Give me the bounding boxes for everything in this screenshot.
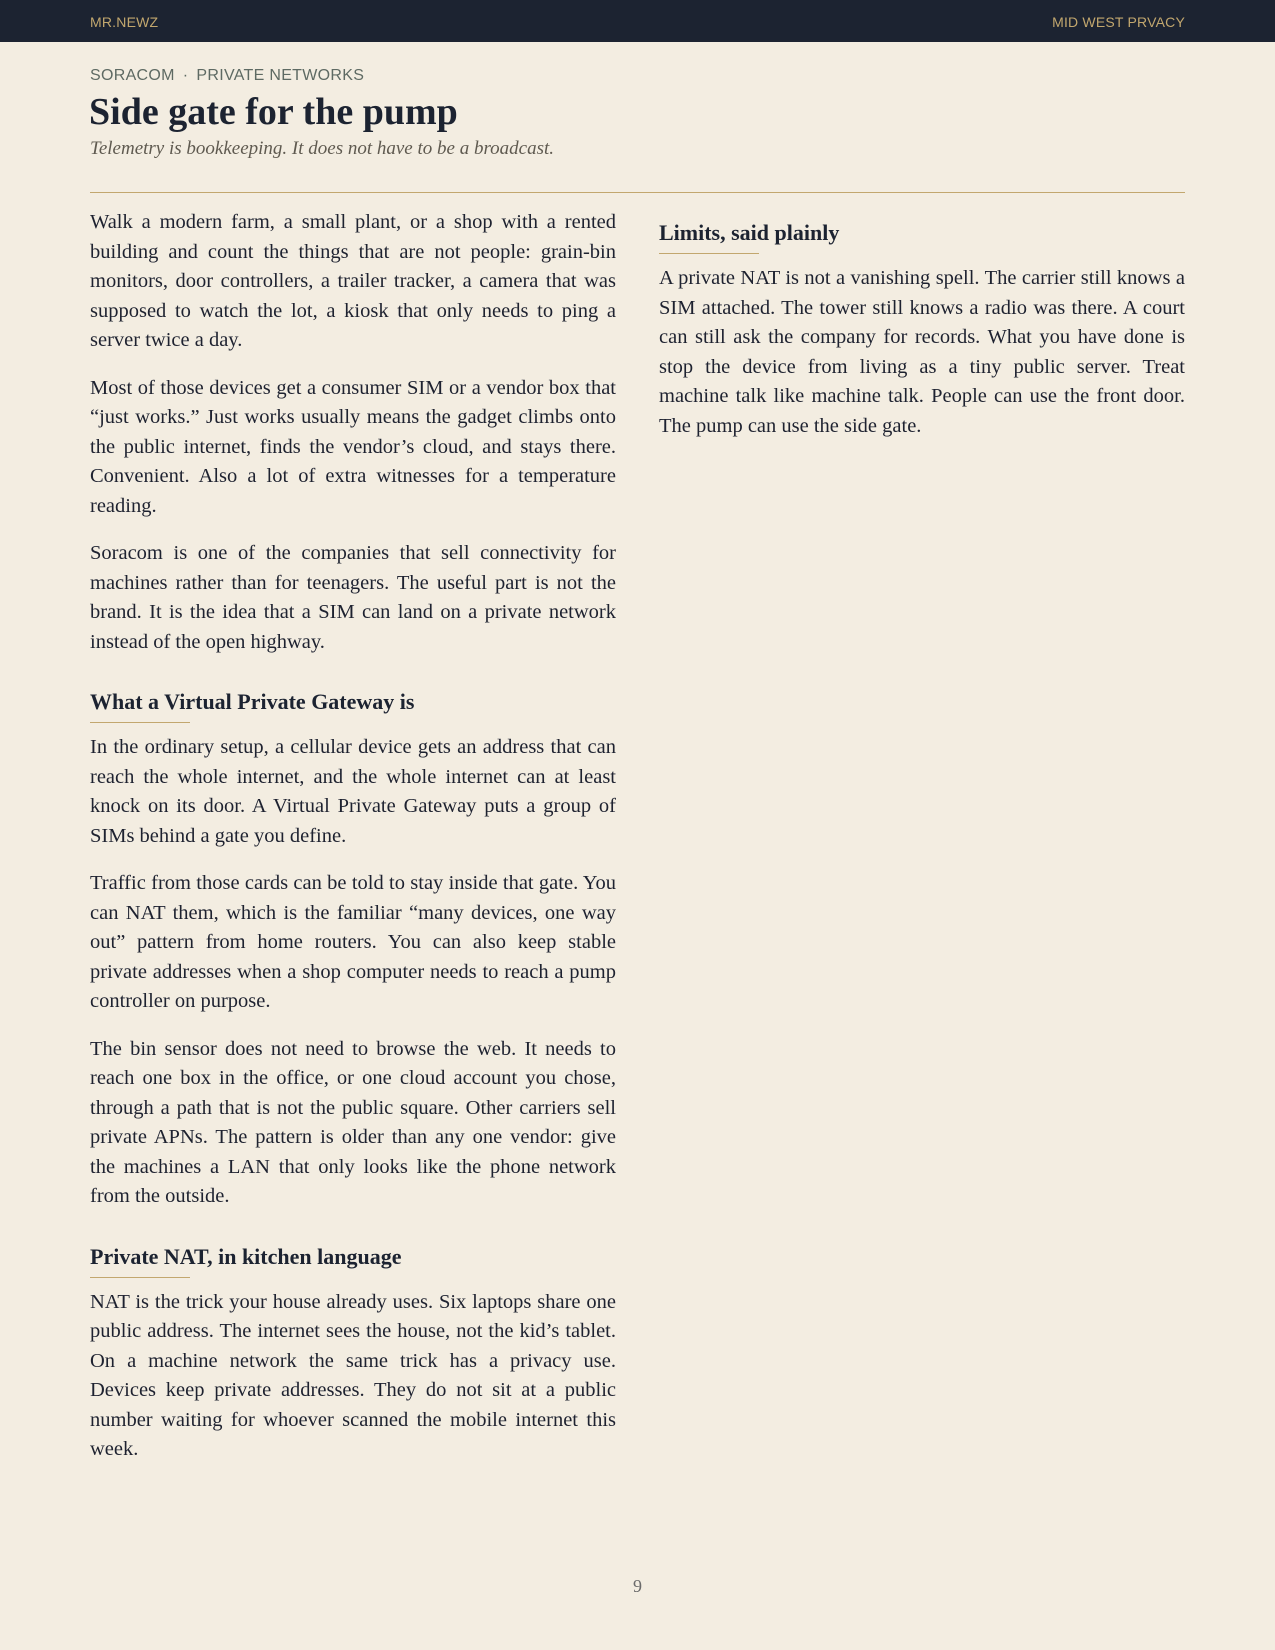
- paragraph: NAT is the trick your house already uses. Six laptops share one public address. The internet sees the house, not the kid’s tablet. On a machine network the same trick has a privacy use. Devices keep private addresses. They do not sit at a public number waiting for whoever scanned the mobile internet this week.: [90, 1290, 616, 1460]
- heading-underline: [659, 253, 759, 254]
- section-heading-gateway: What a Virtual Private Gateway is: [90, 689, 415, 714]
- kicker-topic: SORACOM: [90, 67, 175, 84]
- heading-underline: [90, 722, 190, 723]
- paragraph: A private NAT is not a vanishing spell. The carrier still knows a SIM attached. The tower still knows a radio was there. A court can still ask the company for records. What you have done is stop the device from living as a tiny public server. Treat machine talk like machine talk. People can use the front door. The pump can use the side gate.: [659, 267, 1185, 437]
- section-label[interactable]: MID WEST PRVACY: [1052, 14, 1185, 30]
- kicker-separator: ·: [182, 67, 189, 84]
- heading-underline: [90, 1277, 190, 1278]
- paragraph: Walk a modern farm, a small plant, or a shop with a rented building and count the things that are not people: grain-bin monitors, door controllers, a trailer tracker, a camera that was supposed to watch the lot, a kiosk that only needs to ping a server twice a day.: [90, 211, 616, 351]
- paragraph: Most of those devices get a consumer SIM or a vendor box that “just works.” Just works usually means the gadget climbs onto the public internet, finds the vendor’s cloud, and stays there. Convenient. Also a lot of extra witnesses for a temperature reading.: [90, 376, 616, 517]
- top-bar: [0, 0, 1275, 42]
- article-title: Side gate for the pump: [89, 91, 458, 133]
- kicker-category: PRIVATE NETWORKS: [196, 67, 365, 84]
- left-column: [90, 208, 616, 1483]
- article-dek: Telemetry is bookkeeping. It does not have to be a broadcast.: [90, 138, 554, 159]
- section-heading-limits: Limits, said plainly: [659, 220, 840, 245]
- article-kicker: [90, 67, 364, 85]
- header-divider: [90, 192, 1185, 193]
- right-column: [659, 218, 1185, 459]
- paragraph: In the ordinary setup, a cellular device gets an address that can reach the whole internet, and the whole internet can at least knock on its door. A Virtual Private Gateway puts a group of SIMs behind a gate you define.: [90, 736, 616, 847]
- paragraph: The bin sensor does not need to browse the web. It needs to reach one box in the office, or one cloud account you chose, through a path that is not the public square. Other carriers sell private APNs. The pattern is older than any one vendor: give the machines a LAN that only looks like the phone network from the outside.: [90, 1037, 616, 1207]
- paragraph: Soracom is one of the companies that sell connectivity for machines rather than for teenagers. The useful part is not the brand. It is the idea that a SIM can land on a private network instead of the open highway.: [90, 542, 616, 653]
- site-brand[interactable]: MR.NEWZ: [90, 14, 159, 30]
- paragraph: Traffic from those cards can be told to stay inside that gate. You can NAT them, which is the familiar “many devices, one way out” pattern from home routers. You can also keep stable private addresses when a shop computer needs to reach a pump controller on purpose.: [90, 872, 616, 1012]
- section-heading-private-nat: Private NAT, in kitchen language: [90, 1243, 402, 1269]
- page-number: 9: [633, 1576, 642, 1596]
